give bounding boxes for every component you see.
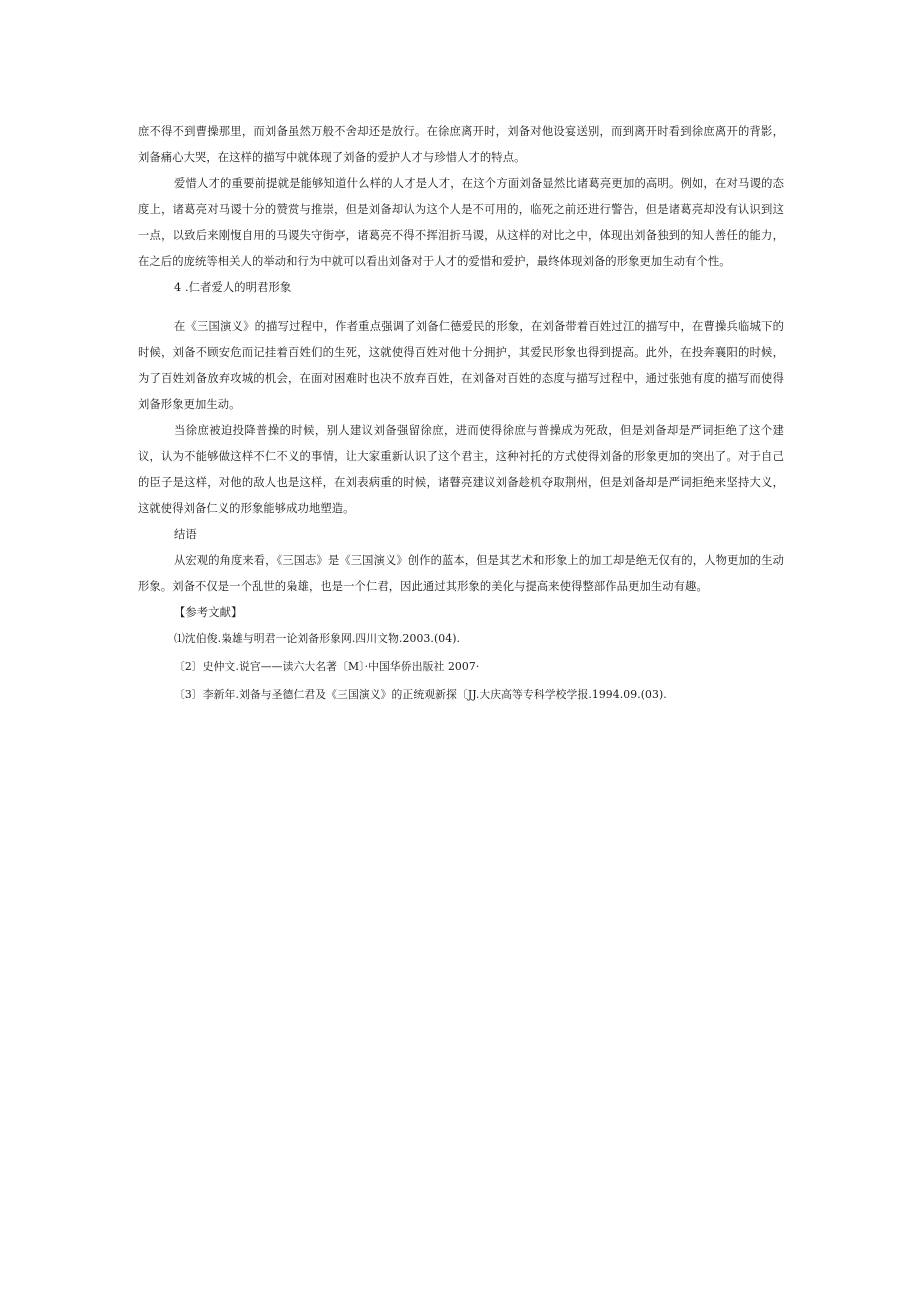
paragraph-5: 从宏观的角度来看，《三国志》是《三国演义》创作的蓝本，但是其艺术和形象上的加工却是绝无仅有的，人物更加的生动形象。刘备不仅是一个乱世的枭雄，也是一个仁君，因此通过其形象的美化与提高来使得整部作品更加生动有趣。 — [138, 554, 784, 593]
paragraph-1: 庶不得不到曹操那里，而刘备虽然万般不舍却还是放行。在徐庶离开时，刘备对他设宴送别，而到离开时看到徐庶离开的背影，刘备痛心大哭，在这样的描写中就体现了刘备的爱护人才与珍惜人才的特点。 — [138, 125, 784, 164]
section-heading-4: 4 .仁者爱人的明君形象 — [174, 281, 292, 294]
references-title: 【参考文献】 — [174, 606, 243, 619]
paragraph-4: 当徐庶被迫投降普操的时候，别人建议刘备强留徐庶，进而使得徐庶与普操成为死敌，但是刘备却是严词拒绝了这个建议，认为不能够做这样不仁不义的事情，让大家重新认识了这个君主，这种衬托的方式使得刘备的形象更加的突出了。对于自己的臣子是这样，对他的敌人也是这样，在刘表病重的时候，诸瞽亮建议刘备趁机夺取荆州，但是刘备却是严词拒绝来坚持大义，这就使得刘备仁义的形象能够成功地塑造。 — [138, 424, 784, 515]
reference-item-3: 〔3〕李新年.刘备与圣德仁君及《三国演义》的正统观新探〔JJ.大庆高等专科学校学报.1994.09.(03). — [174, 688, 667, 701]
document-page — [138, 119, 784, 708]
reference-item-1: ⑴沈伯俊.枭雄与明君一论刘备形象网.四川文物.2003.(04). — [174, 632, 461, 645]
paragraph-3: 在《三国演义》的描写过程中，作者重点强调了刘备仁德爱民的形象，在刘备带着百姓过江的描写中，在曹操兵临城下的时候，刘备不顾安危而记挂着百姓们的生死，这就使得百姓对他十分拥护，其爱民形象也得到提高。此外，在投奔襄阳的时候，为了百姓刘备放弃攻城的机会，在面对困难时也决不放弃百姓，在刘备对百姓的态度与描写过程中，通过张弛有度的描写而使得刘备形象更加生动。 — [138, 320, 784, 411]
paragraph-2: 爱惜人才的重要前提就是能够知道什么样的人才是人才，在这个方面刘备显然比诸葛亮更加的高明。例如，在对马谡的态度上，诸葛亮对马谡十分的赞赏与推崇，但是刘备却认为这个人是不可用的，临死之前还进行警告，但是诸葛亮却没有认识到这一点，以致后来刚愎自用的马谡失守街亭，诸葛亮不得不挥泪折马谡，从这样的对比之中，体现出刘备独到的知人善任的能力，在之后的庞统等相关人的举动和行为中就可以看出刘备对于人才的爱惜和爱护，最终体现刘备的形象更加生动有个性。 — [138, 177, 784, 268]
conclusion-heading: 结语 — [174, 528, 197, 541]
reference-item-2: 〔2〕史仲文.说官——读六大名著〔M〕·中国华侨出版社 2007· — [174, 660, 480, 673]
